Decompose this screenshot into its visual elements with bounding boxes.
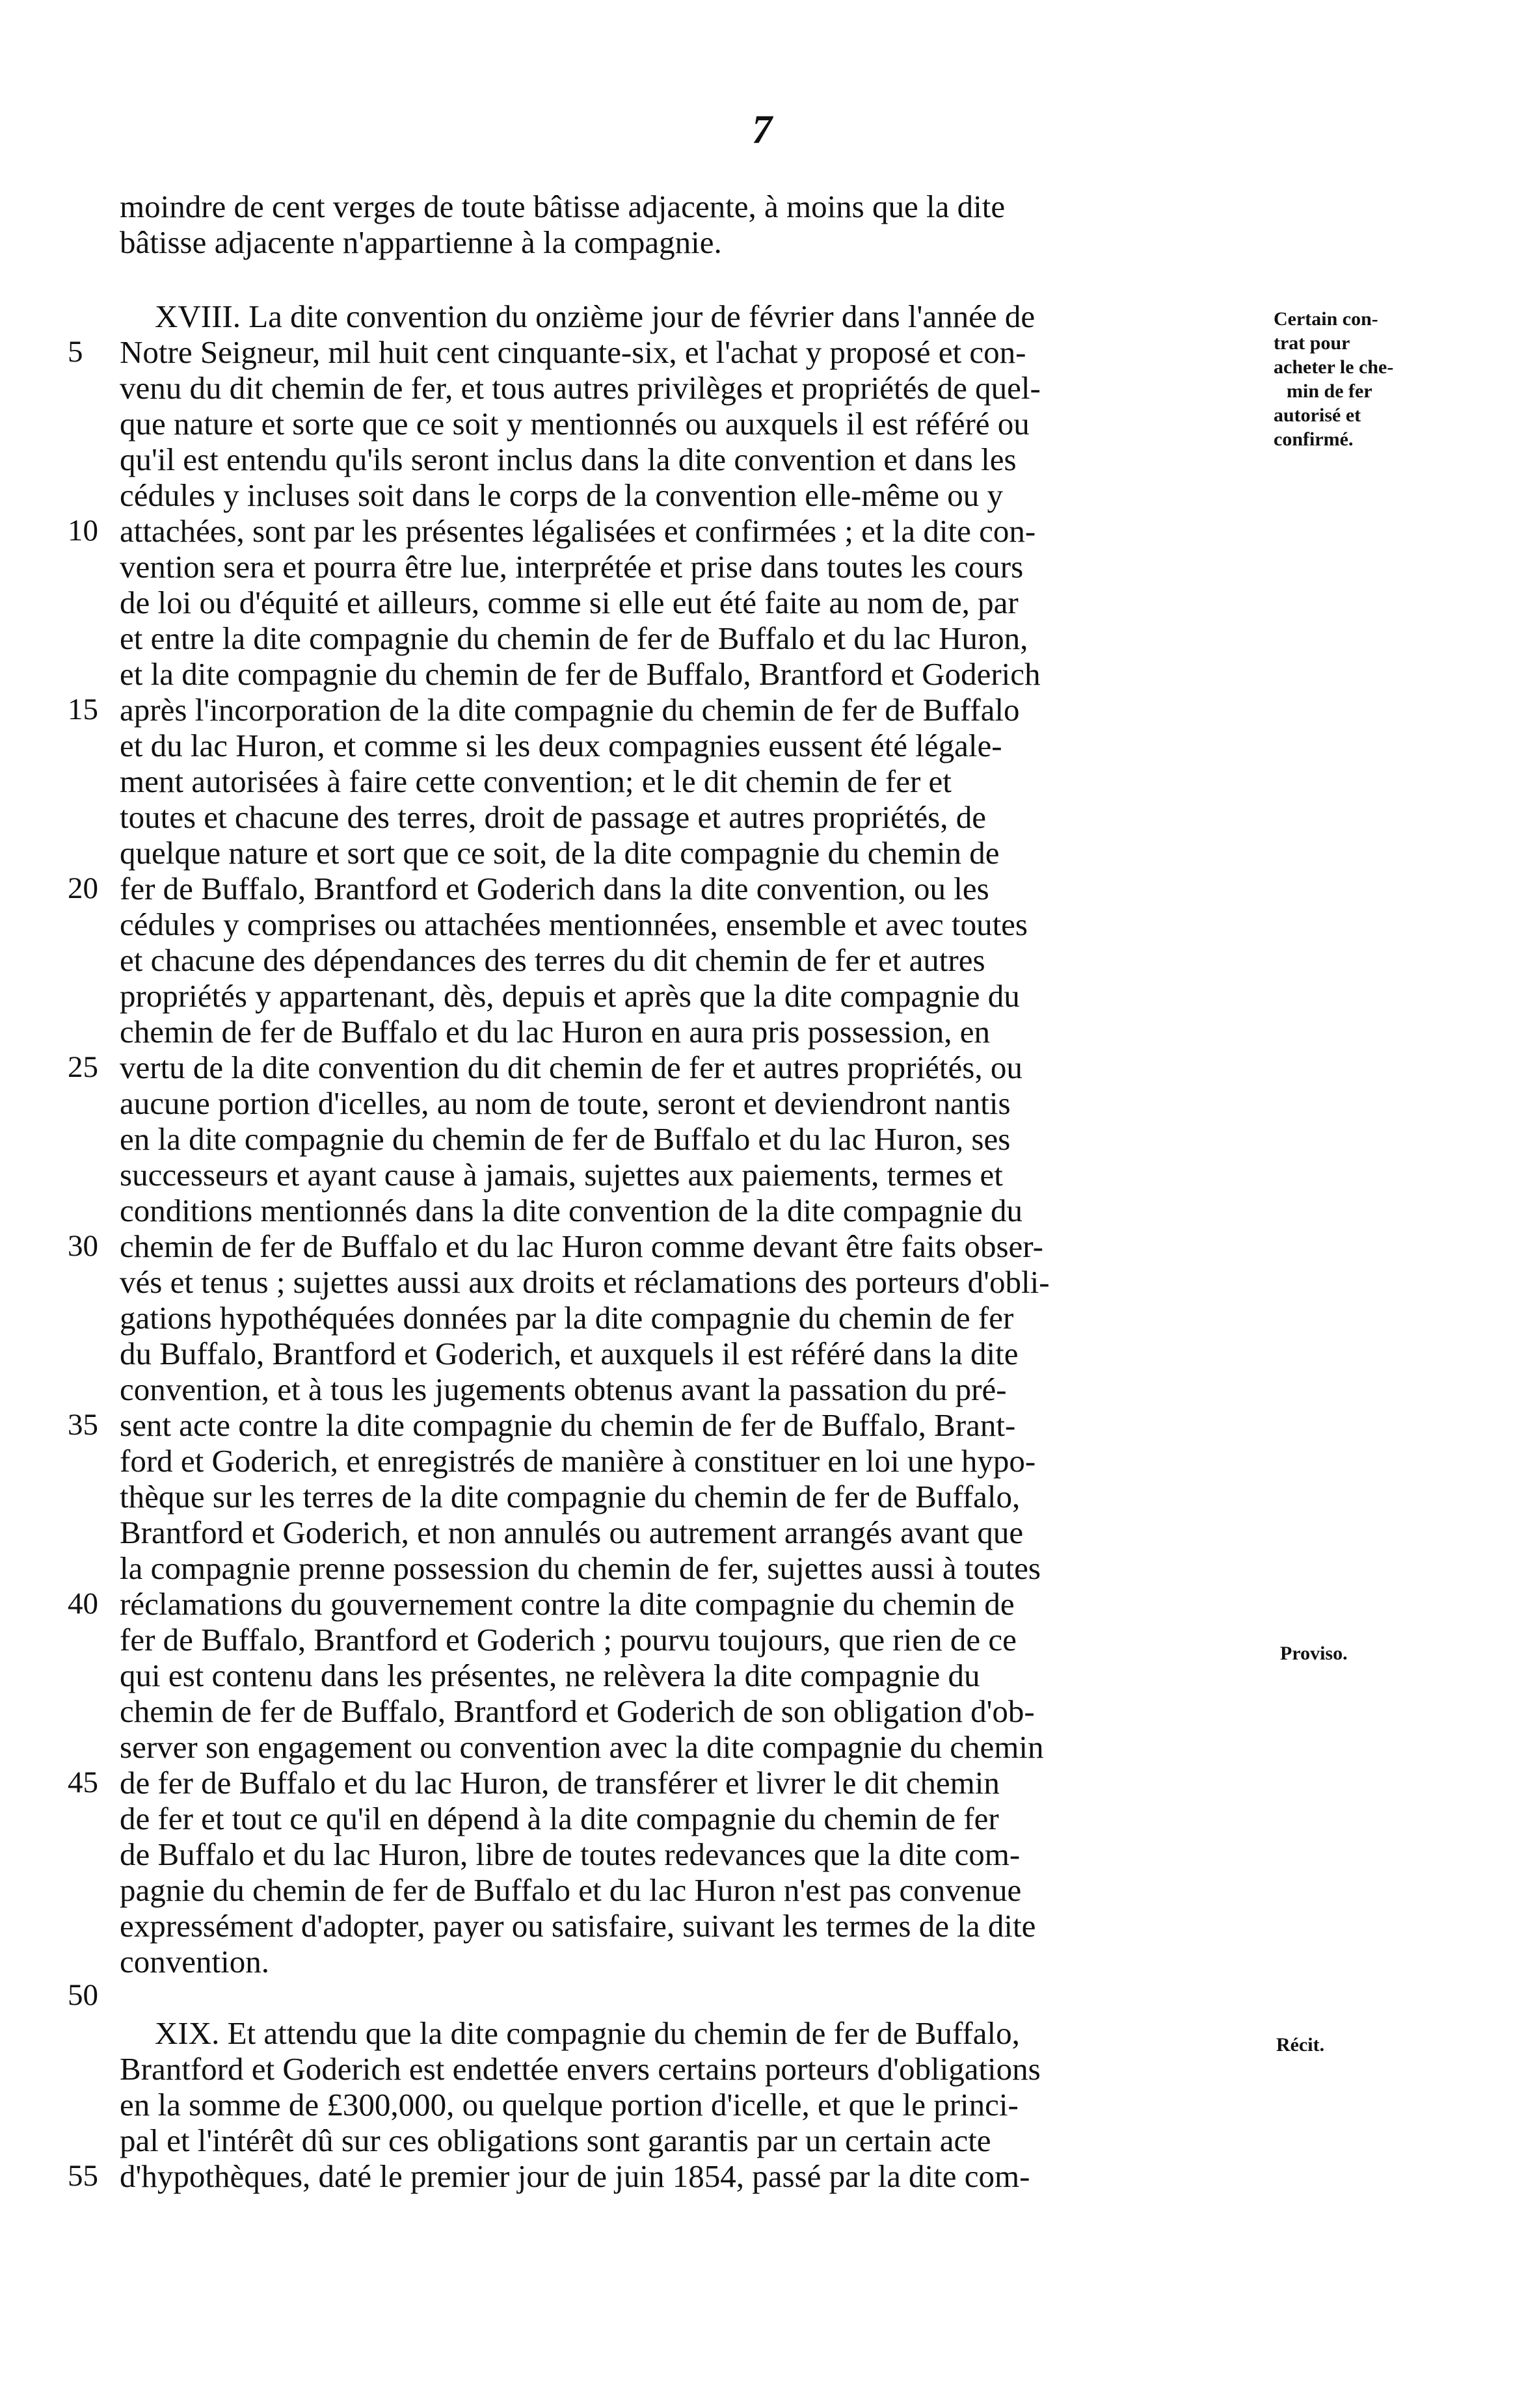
line-number: 55 — [68, 2159, 98, 2193]
text-line: pagnie du chemin de fer de Buffalo et du lac Huron n'est pas convenue — [120, 1872, 1022, 1908]
text-line: cédules y comprises ou attachées mentionnées, ensemble et avec toutes — [120, 906, 1028, 942]
text-line: attachées, sont par les présentes légalisées et confirmées ; et la dite con- — [120, 513, 1036, 549]
line-number: 40 — [68, 1587, 98, 1621]
text-line: réclamations du gouvernement contre la dite compagnie du chemin de — [120, 1586, 1015, 1622]
margin-note: acheter le che- — [1274, 356, 1394, 378]
text-line: de Buffalo et du lac Huron, libre de toutes redevances que la dite com- — [120, 1836, 1021, 1872]
line-number: 30 — [68, 1229, 98, 1263]
text-line: sent acte contre la dite compagnie du chemin de fer de Buffalo, Brant- — [120, 1407, 1016, 1443]
text-line: XIX. Et attendu que la dite compagnie du chemin de fer de Buffalo, — [155, 2015, 1020, 2051]
text-line: server son engagement ou convention avec la dite compagnie du chemin — [120, 1729, 1044, 1765]
line-number: 35 — [68, 1408, 98, 1442]
text-line: cédules y incluses soit dans le corps de la convention elle-même ou y — [120, 477, 1004, 513]
line-number: 5 — [68, 335, 83, 369]
text-line: propriétés y appartenant, dès, depuis et après que la dite compagnie du — [120, 978, 1020, 1014]
text-line: qu'il est entendu qu'ils seront inclus dans la dite convention et dans les — [120, 442, 1017, 477]
text-line: fer de Buffalo, Brantford et Goderich dans la dite convention, ou les — [120, 871, 989, 906]
text-line: et du lac Huron, et comme si les deux compagnies eussent été légale- — [120, 728, 1002, 763]
text-line: d'hypothèques, daté le premier jour de juin 1854, passé par la dite com- — [120, 2158, 1030, 2194]
text-line: de loi ou d'équité et ailleurs, comme si elle eut été faite au nom de, par — [120, 585, 1019, 620]
text-line: convention, et à tous les jugements obtenus avant la passation du pré- — [120, 1371, 1007, 1407]
text-line: vention sera et pourra être lue, interprétée et prise dans toutes les cours — [120, 549, 1024, 585]
text-line: ment autorisées à faire cette convention; et le dit chemin de fer et — [120, 763, 952, 799]
text-line: Brantford et Goderich, et non annulés ou autrement arrangés avant que — [120, 1515, 1024, 1550]
text-line: thèque sur les terres de la dite compagnie du chemin de fer de Buffalo, — [120, 1479, 1021, 1515]
text-line: chemin de fer de Buffalo, Brantford et Goderich de son obligation d'ob- — [120, 1693, 1035, 1729]
text-line: chemin de fer de Buffalo et du lac Huron en aura pris possession, en — [120, 1014, 991, 1050]
line-number: 45 — [68, 1766, 98, 1799]
line-number: 25 — [68, 1050, 98, 1084]
margin-note: Certain con- — [1274, 308, 1378, 330]
line-number: 10 — [68, 514, 98, 548]
text-line: Notre Seigneur, mil huit cent cinquante-six, et l'achat y proposé et con- — [120, 334, 1026, 370]
margin-note: confirmé. — [1274, 429, 1354, 450]
text-line: et entre la dite compagnie du chemin de fer de Buffalo et du lac Huron, — [120, 620, 1028, 656]
text-line: XVIII. La dite convention du onzième jour de février dans l'année de — [155, 298, 1036, 334]
text-line: de fer de Buffalo et du lac Huron, de transférer et livrer le dit chemin — [120, 1765, 1000, 1801]
text-line: chemin de fer de Buffalo et du lac Huron comme devant être faits obser- — [120, 1228, 1043, 1264]
text-line: fer de Buffalo, Brantford et Goderich ; pourvu toujours, que rien de ce — [120, 1622, 1017, 1658]
text-line: en la somme de £300,000, ou quelque portion d'icelle, et que le princi- — [120, 2087, 1019, 2123]
line-number: 50 — [68, 1978, 98, 2012]
text-line: convention. — [120, 1944, 269, 1979]
text-line: qui est contenu dans les présentes, ne relèvera la dite compagnie du — [120, 1658, 980, 1693]
margin-note: Récit. — [1276, 2034, 1325, 2056]
text-line: en la dite compagnie du chemin de fer de Buffalo et du lac Huron, ses — [120, 1121, 1011, 1157]
page-number: 7 — [752, 108, 772, 152]
text-line: conditions mentionnés dans la dite convention de la dite compagnie du — [120, 1193, 1023, 1228]
text-line: aucune portion d'icelles, au nom de toute, seront et deviendront nantis — [120, 1085, 1011, 1121]
text-line: quelque nature et sort que ce soit, de la dite compagnie du chemin de — [120, 835, 1000, 871]
margin-note: Proviso. — [1280, 1643, 1348, 1664]
text-line: ford et Goderich, et enregistrés de manière à constituer en loi une hypo- — [120, 1443, 1036, 1479]
text-line: pal et l'intérêt dû sur ces obligations sont garantis par un certain acte — [120, 2123, 991, 2158]
text-line: après l'incorporation de la dite compagnie du chemin de fer de Buffalo — [120, 692, 1020, 728]
margin-note: trat pour — [1274, 332, 1350, 354]
margin-note: autorisé et — [1274, 404, 1361, 426]
text-line: expressément d'adopter, payer ou satisfaire, suivant les termes de la dite — [120, 1908, 1036, 1944]
text-line: Brantford et Goderich est endettée envers certains porteurs d'obligations — [120, 2051, 1041, 2087]
line-number: 15 — [68, 693, 98, 726]
text-line: bâtisse adjacente n'appartienne à la compagnie. — [120, 224, 722, 260]
text-line: du Buffalo, Brantford et Goderich, et auxquels il est référé dans la dite — [120, 1336, 1019, 1371]
text-line: que nature et sorte que ce soit y mentionnés ou auxquels il est référé ou — [120, 406, 1030, 442]
text-line: la compagnie prenne possession du chemin de fer, sujettes aussi à toutes — [120, 1550, 1041, 1586]
text-line: vertu de la dite convention du dit chemin de fer et autres propriétés, ou — [120, 1050, 1023, 1085]
text-line: venu du dit chemin de fer, et tous autres privilèges et propriétés de quel- — [120, 370, 1041, 406]
line-number: 20 — [68, 871, 98, 905]
text-line: vés et tenus ; sujettes aussi aux droits et réclamations des porteurs d'obli- — [120, 1264, 1050, 1300]
text-line: de fer et tout ce qu'il en dépend à la dite compagnie du chemin de fer — [120, 1801, 999, 1836]
text-line: gations hypothéquées données par la dite compagnie du chemin de fer — [120, 1300, 1014, 1336]
text-line: toutes et chacune des terres, droit de passage et autres propriétés, de — [120, 799, 986, 835]
text-line: et chacune des dépendances des terres du dit chemin de fer et autres — [120, 942, 985, 978]
text-line: et la dite compagnie du chemin de fer de Buffalo, Brantford et Goderich — [120, 656, 1041, 692]
margin-note: min de fer — [1287, 380, 1372, 402]
text-line: successeurs et ayant cause à jamais, sujettes aux paiements, termes et — [120, 1157, 1003, 1193]
text-line: moindre de cent verges de toute bâtisse adjacente, à moins que la dite — [120, 189, 1006, 224]
